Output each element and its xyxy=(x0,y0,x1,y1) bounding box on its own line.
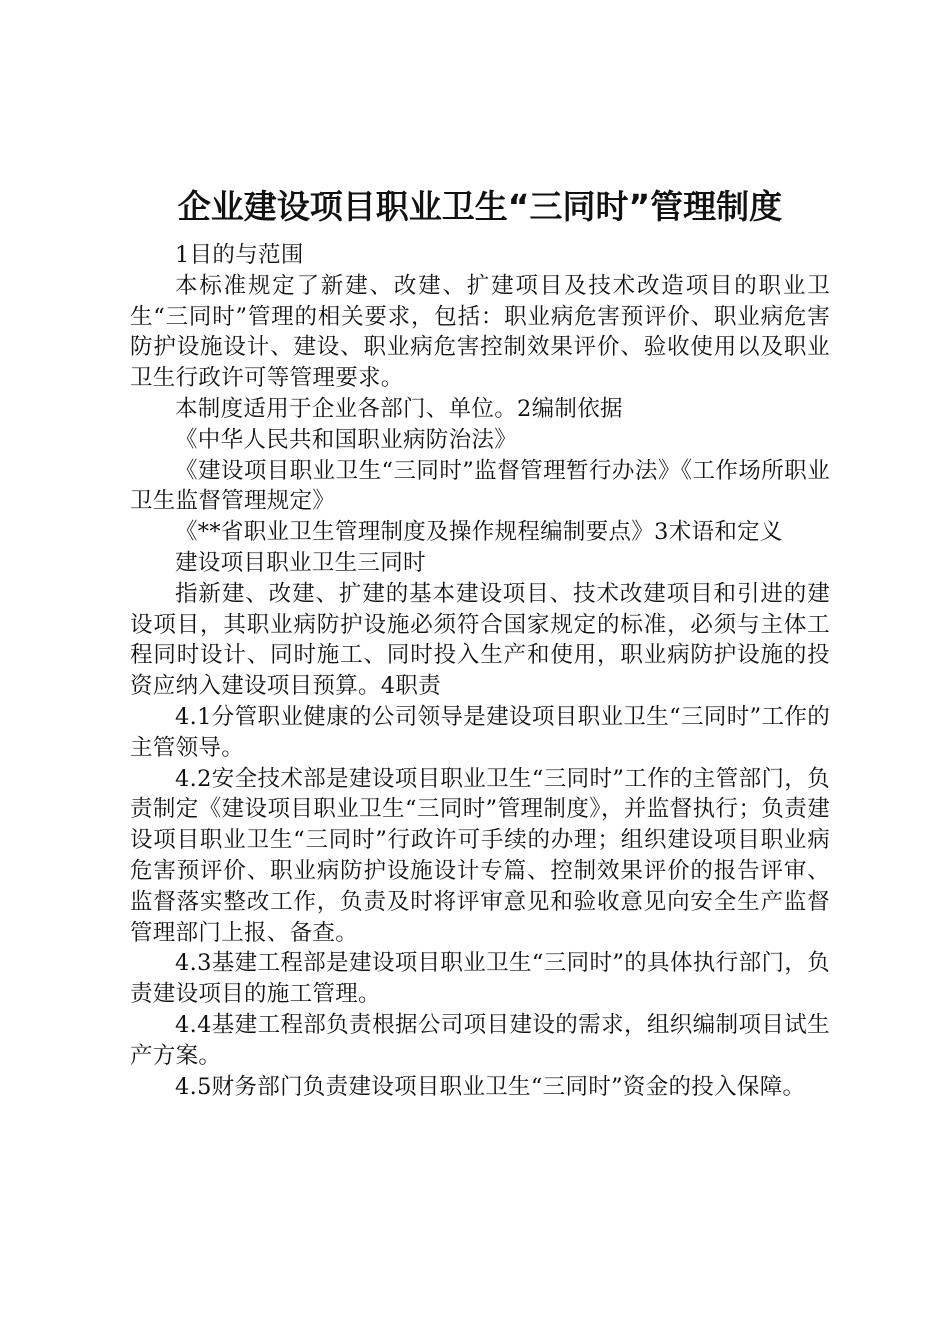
paragraph-term-definition: 指新建、改建、扩建的基本建设项目、技术改建项目和引进的建设项目，其职业病防护设施必须符合国家规定的标准，必须与主体工程同时设计、同时施工、同时投入生产和使用，职业病防护设施的投资应纳入建设项目预算。4职责 xyxy=(130,580,830,700)
paragraph-term: 建设项目职业卫生三同时 xyxy=(175,549,426,576)
document-page xyxy=(130,180,830,1102)
paragraph-duty-4-4: 4.4基建工程部负责根据公司项目建设的需求，组织编制项目试生产方案。 xyxy=(130,1011,830,1069)
paragraph-duty-4-1: 4.1分管职业健康的公司领导是建设项目职业卫生“三同时”工作的主管领导。 xyxy=(130,703,830,761)
paragraph-duty-4-3: 4.3基建工程部是建设项目职业卫生“三同时”的具体执行部门，负责建设项目的施工管理。 xyxy=(130,950,830,1008)
paragraph-reference-measures: 《建设项目职业卫生“三同时”监督管理暂行办法》《工作场所职业卫生监督管理规定》 xyxy=(130,457,830,515)
paragraph-duty-4-5: 4.5财务部门负责建设项目职业卫生“三同时”资金的投入保障。 xyxy=(175,1073,806,1100)
section-heading-purpose-scope: 1目的与范围 xyxy=(175,242,304,268)
paragraph-reference-law: 《中华人民共和国职业病防治法》 xyxy=(175,426,518,453)
paragraph-duty-4-2: 4.2安全技术部是建设项目职业卫生“三同时”工作的主管部门，负责制定《建设项目职业卫生“三同时”管理制度》，并监督执行；负责建设项目职业卫生“三同时”行政许可手续的办理；组织建设项目职业病危害预评价、职业病防护设施设计专篇、控制效果评价的报告评审、监督落实整改工作，负责及时将评审意见和验收意见向安全生产监督管理部门上报、备查。 xyxy=(130,765,830,946)
paragraph-standard-scope: 本标准规定了新建、改建、扩建项目及技术改造项目的职业卫生“三同时”管理的相关要求，包括：职业病危害预评价、职业病危害防护设施设计、建设、职业病危害控制效果评价、验收使用以及职业卫生行政许可等管理要求。 xyxy=(130,272,830,392)
document-title: 企业建设项目职业卫生“三同时”管理制度 xyxy=(177,187,783,226)
paragraph-applicability: 本制度适用于企业各部门、单位。2编制依据 xyxy=(175,395,623,422)
paragraph-reference-provincial: 《**省职业卫生管理制度及操作规程编制要点》3术语和定义 xyxy=(175,519,783,546)
